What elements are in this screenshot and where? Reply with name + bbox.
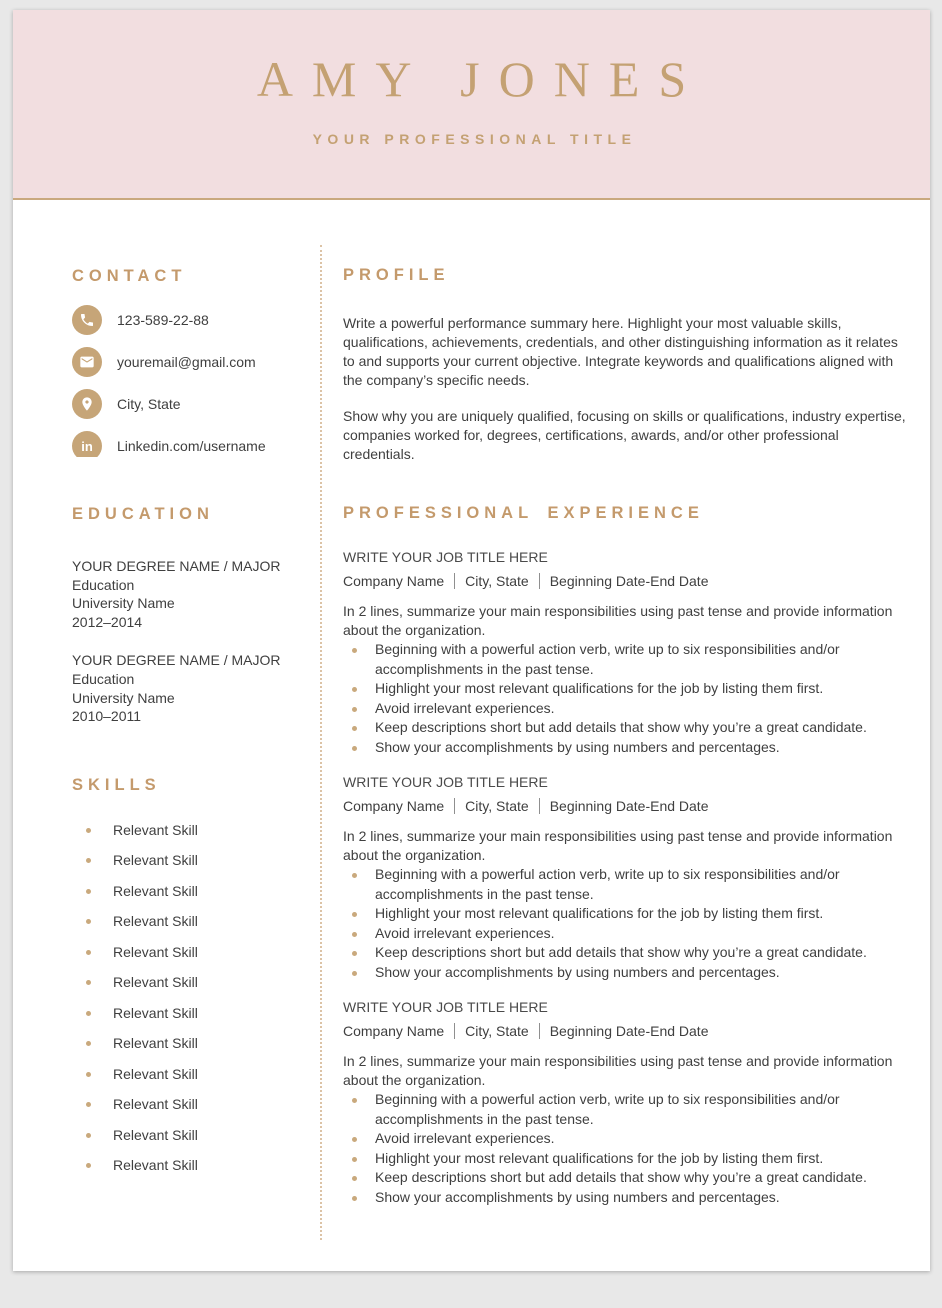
bullet-dot-icon (352, 1196, 357, 1201)
bullet-dot-icon (86, 1163, 91, 1168)
education-years: 2010–2011 (72, 708, 142, 725)
bullet-dot-icon (352, 707, 357, 712)
skill-item (72, 1126, 290, 1145)
resume-page (13, 10, 930, 1271)
job-dates: Beginning Date-End Date (549, 573, 709, 589)
bullet-text: Avoid irrelevant experiences. (375, 699, 555, 716)
sidebar (72, 245, 290, 1187)
skill-label: Relevant Skill (113, 1065, 198, 1082)
bullet-dot-icon (86, 1011, 91, 1016)
job-bullet (343, 1168, 906, 1188)
skill-label: Relevant Skill (113, 913, 198, 930)
phone-value: 123-589-22-88 (117, 312, 209, 328)
phone-icon (72, 305, 102, 335)
bullet-dot-icon (352, 971, 357, 976)
separator (454, 1023, 455, 1039)
column-divider (320, 245, 322, 1240)
job-bullet (343, 924, 906, 944)
job-bullet (343, 640, 906, 679)
bullet-text: Beginning with a powerful action verb, write up to six responsibilities and/or accomplishments in the past tense. (375, 641, 840, 677)
job-bullet (343, 865, 906, 904)
job-summary: In 2 lines, summarize your main responsibilities using past tense and provide information about the organization. (343, 1053, 893, 1088)
contact-row-linkedin (72, 431, 290, 457)
skill-label: Relevant Skill (113, 974, 198, 991)
job-bullet (343, 904, 906, 924)
bullet-dot-icon (86, 1133, 91, 1138)
bullet-text: Avoid irrelevant experiences. (375, 1130, 555, 1146)
university-name: University Name (72, 689, 175, 706)
job-bullet (343, 679, 906, 699)
job-dates: Beginning Date-End Date (549, 1023, 709, 1039)
job-meta (343, 572, 906, 591)
job-bullet-list (343, 1090, 906, 1207)
skill-label: Relevant Skill (113, 821, 198, 838)
separator (539, 573, 540, 589)
bullet-dot-icon (86, 858, 91, 863)
bullet-dot-icon (86, 889, 91, 894)
professional-title: YOUR PROFESSIONAL TITLE (312, 131, 637, 147)
bullet-dot-icon (352, 1098, 357, 1103)
company-name: Company Name (343, 798, 445, 814)
job-bullet (343, 943, 906, 963)
skill-label: Relevant Skill (113, 852, 198, 869)
main-column (343, 245, 906, 1207)
job-entry (343, 998, 906, 1207)
job-dates: Beginning Date-End Date (549, 798, 709, 814)
separator (539, 798, 540, 814)
degree-name: YOUR DEGREE NAME / MAJOR (72, 558, 281, 574)
skill-item (72, 1095, 290, 1114)
email-value: youremail@gmail.com (117, 354, 256, 370)
profile-paragraph: Show why you are uniquely qualified, focusing on skills or qualifications, industry expertise, companies worked for, degrees, certifications, awards, and/or other professional credentials. (343, 408, 906, 462)
experience-heading: PROFESSIONAL EXPERIENCE (343, 504, 704, 522)
bullet-text: Show your accomplishments by using numbers and percentages. (375, 738, 780, 755)
bullet-text: Show your accomplishments by using numbers and percentages. (375, 1188, 780, 1205)
skill-label: Relevant Skill (113, 1096, 198, 1113)
bullet-text: Beginning with a powerful action verb, write up to six responsibilities and/or accomplishments in the past tense. (375, 1091, 840, 1127)
candidate-name: AMY JONES (256, 51, 706, 107)
degree-name: YOUR DEGREE NAME / MAJOR (72, 652, 281, 669)
job-bullet (343, 1090, 906, 1129)
skill-label: Relevant Skill (113, 1004, 198, 1021)
bullet-dot-icon (352, 912, 357, 917)
job-bullet-list (343, 640, 906, 757)
job-bullet-list (343, 865, 906, 982)
bullet-text: Highlight your most relevant qualifications for the job by listing them first. (375, 1149, 824, 1166)
location-icon (72, 389, 102, 419)
job-bullet (343, 1129, 906, 1149)
bullet-text: Highlight your most relevant qualifications for the job by listing them first. (375, 680, 824, 696)
bullet-text: Keep descriptions short but add details that show why you’re a great candidate. (375, 944, 867, 960)
program-name: Education (72, 670, 135, 687)
bullet-text: Beginning with a powerful action verb, write up to six responsibilities and/or accomplishments in the past tense. (375, 866, 840, 902)
bullet-dot-icon (352, 951, 357, 956)
company-name: Company Name (343, 573, 445, 589)
contact-list (72, 305, 290, 457)
bullet-dot-icon (86, 1102, 91, 1107)
skill-item (72, 821, 290, 840)
skill-item (72, 1004, 290, 1023)
education-entry (72, 557, 290, 631)
skill-item (72, 882, 290, 901)
job-location: City, State (465, 1023, 529, 1039)
bullet-text: Avoid irrelevant experiences. (375, 924, 555, 941)
university-name: University Name (72, 595, 175, 612)
skill-item (72, 1065, 290, 1084)
skill-label: Relevant Skill (113, 1157, 198, 1174)
job-bullet (343, 1188, 906, 1208)
bullet-dot-icon (352, 1176, 357, 1181)
education-heading: EDUCATION (72, 505, 214, 523)
bullet-dot-icon (352, 726, 357, 731)
skills-list (72, 821, 290, 1176)
skill-label: Relevant Skill (113, 1126, 198, 1143)
program-name: Education (72, 576, 135, 593)
job-title: WRITE YOUR JOB TITLE HERE (343, 549, 548, 565)
company-name: Company Name (343, 1023, 445, 1039)
contact-row-email (72, 347, 290, 377)
profile-paragraph: Write a powerful performance summary here. Highlight your most valuable skills, qualifications, achievements, credentials, and other distinguishing information as it relates to and supports your current objective. Integrate keywords and qualifications aligned with the company’s specific needs. (343, 315, 898, 388)
job-summary: In 2 lines, summarize your main responsibilities using past tense and provide information about the organization. (343, 603, 893, 638)
bullet-dot-icon (352, 648, 357, 653)
skill-item (72, 943, 290, 962)
separator (454, 798, 455, 814)
education-entry (72, 651, 290, 725)
skills-heading: SKILLS (72, 775, 161, 794)
job-title: WRITE YOUR JOB TITLE HERE (343, 999, 548, 1015)
bullet-dot-icon (86, 828, 91, 833)
job-summary: In 2 lines, summarize your main responsibilities using past tense and provide information about the organization. (343, 828, 893, 863)
bullet-text: Highlight your most relevant qualifications for the job by listing them first. (375, 905, 824, 921)
separator (539, 1023, 540, 1039)
skill-item (72, 912, 290, 931)
linkedin-icon: in (72, 431, 102, 457)
skill-item (72, 1156, 290, 1175)
job-bullet (343, 738, 906, 758)
skill-label: Relevant Skill (113, 943, 198, 960)
bullet-text: Keep descriptions short but add details that show why you’re a great candidate. (375, 1169, 867, 1185)
job-entry (343, 773, 906, 982)
skill-item (72, 1034, 290, 1053)
job-bullet (343, 963, 906, 983)
bullet-dot-icon (86, 950, 91, 955)
job-location: City, State (465, 798, 529, 814)
bullet-dot-icon (86, 980, 91, 985)
bullet-dot-icon (352, 687, 357, 692)
profile-heading: PROFILE (343, 266, 450, 284)
job-meta (343, 797, 906, 816)
linkedin-value: Linkedin.com/username (117, 438, 266, 454)
job-title: WRITE YOUR JOB TITLE HERE (343, 774, 548, 790)
skill-item (72, 851, 290, 870)
bullet-text: Show your accomplishments by using numbers and percentages. (375, 963, 780, 980)
bullet-dot-icon (86, 919, 91, 924)
education-years: 2012–2014 (72, 613, 143, 630)
skill-label: Relevant Skill (113, 1035, 198, 1052)
bullet-dot-icon (352, 1137, 357, 1142)
separator (454, 573, 455, 589)
skill-item (72, 973, 290, 992)
job-bullet (343, 1149, 906, 1169)
bullet-dot-icon (86, 1041, 91, 1046)
job-location: City, State (465, 573, 529, 589)
job-entry (343, 548, 906, 757)
contact-row-location (72, 389, 290, 419)
bullet-dot-icon (86, 1072, 91, 1077)
job-bullet (343, 718, 906, 738)
contact-row-phone (72, 305, 290, 335)
job-bullet (343, 699, 906, 719)
location-value: City, State (117, 396, 181, 412)
bullet-dot-icon (352, 932, 357, 937)
contact-heading: CONTACT (72, 267, 187, 285)
skill-label: Relevant Skill (113, 882, 198, 899)
job-meta (343, 1022, 906, 1041)
bullet-dot-icon (352, 1157, 357, 1162)
bullet-text: Keep descriptions short but add details that show why you’re a great candidate. (375, 719, 867, 735)
bullet-dot-icon (352, 746, 357, 751)
email-icon (72, 347, 102, 377)
bullet-dot-icon (352, 873, 357, 878)
resume-header (13, 10, 930, 200)
